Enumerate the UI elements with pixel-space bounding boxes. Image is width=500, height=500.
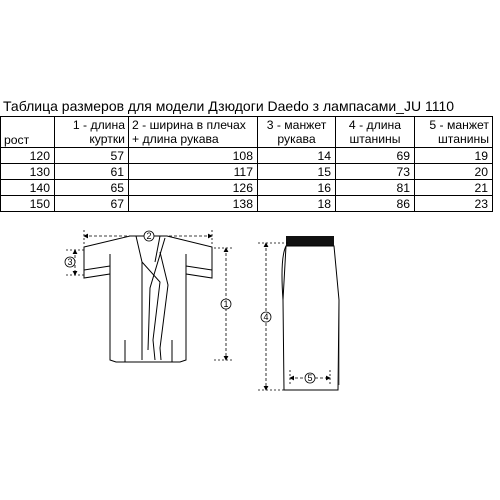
table-cell: 117 [129, 164, 258, 180]
marker-label: 3 [67, 257, 73, 267]
header-cell-shoulder-sleeve: 2 - ширина в плечах + длина рукава [129, 117, 258, 148]
table-cell: 81 [336, 180, 415, 196]
marker-label: 4 [263, 312, 269, 322]
header-cell-leg-length: 4 - длина штанины [336, 117, 415, 148]
table-cell: 16 [258, 180, 336, 196]
table-cell: 69 [336, 148, 415, 164]
table-cell: 65 [55, 180, 129, 196]
table-cell: 21 [415, 180, 493, 196]
table-cell: 18 [258, 196, 336, 212]
table-cell: 140 [1, 180, 55, 196]
table-cell: 120 [1, 148, 55, 164]
table-cell: 67 [55, 196, 129, 212]
table-cell: 126 [129, 180, 258, 196]
marker-label: 5 [307, 373, 313, 383]
header-cell-height: рост [1, 117, 55, 148]
table-cell: 20 [415, 164, 493, 180]
header-cell-sleeve-cuff: 3 - манжет рукава [258, 117, 336, 148]
pants-drawing [282, 236, 339, 390]
table-cell: 150 [1, 196, 55, 212]
table-cell: 86 [336, 196, 415, 212]
table-cell: 130 [1, 164, 55, 180]
header-cell-leg-cuff: 5 - манжет штанины [415, 117, 493, 148]
table-cell: 57 [55, 148, 129, 164]
header-cell-jacket-length: 1 - длина куртки [55, 117, 129, 148]
marker-label: 1 [223, 299, 229, 309]
table-cell: 19 [415, 148, 493, 164]
table-cell: 15 [258, 164, 336, 180]
table-cell: 138 [129, 196, 258, 212]
jacket-drawing [84, 236, 212, 362]
marker-label: 2 [146, 231, 152, 241]
table-cell: 108 [129, 148, 258, 164]
table-cell: 73 [336, 164, 415, 180]
table-cell: 14 [258, 148, 336, 164]
table-cell: 23 [415, 196, 493, 212]
table-cell: 61 [55, 164, 129, 180]
table-title: Таблица размеров для модели Дзюдоги Daedo з лампасами_JU 1110 [3, 98, 455, 114]
